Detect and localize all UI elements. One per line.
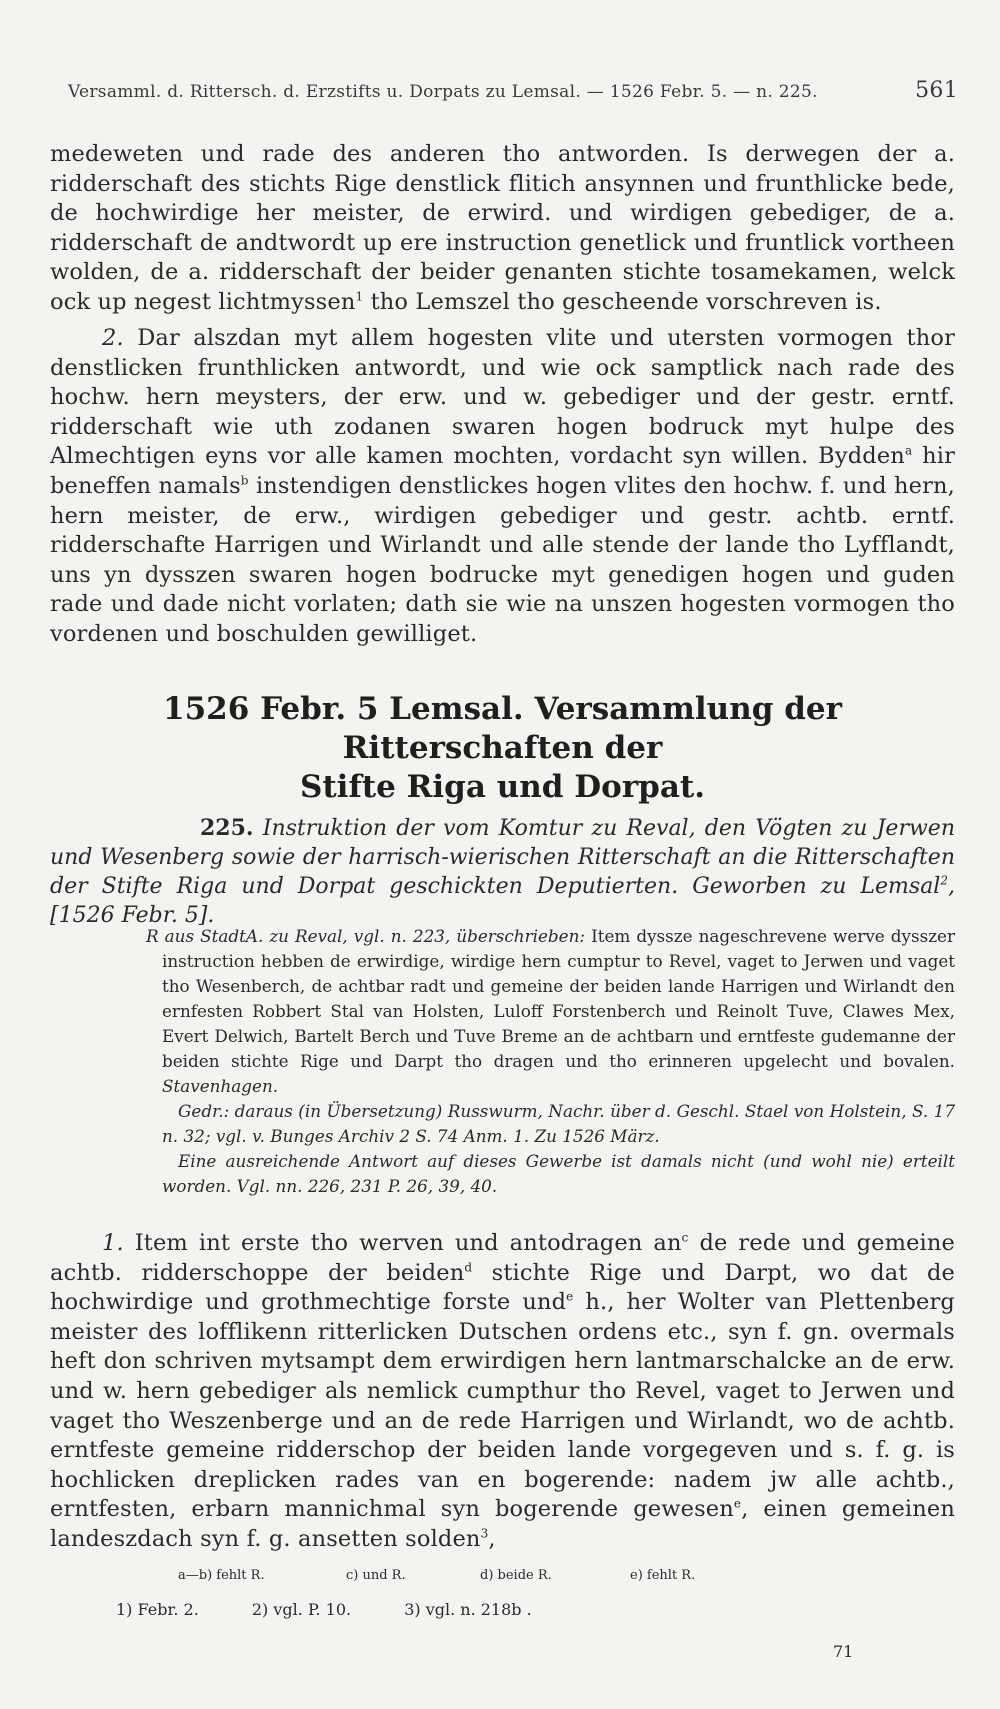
- document-number: 225.: [200, 815, 254, 841]
- paragraph-2: 2. Dar alszdan myt allem hogesten vlite und utersten vormogen thor denstlicken frunthlicken antwordt, und wie ock samptlick nach rade des hochw. hern meysters, der erw. und w. gebediger und der gestr. erntf. ridderschaft wie uth zodanen swaren hogen bodruck myt hulpe des Almechtigen eyns vor alle kamen mochten, vordacht syn willen. Bydden$^a$ hir beneffen namals$^b$ instendigen denstlickes hogen vlites den hochw. f. und hern, hern meister, de erw., wirdigen gebediger und gestr. achtb. erntf. ridderschafte Harrigen und Wirlandt und alle stende der lande tho Lyfflandt, uns yn dysszen swaren hogen bodrucke myt genedigen hogen und guden rade und dade nicht vorlaten; dath sie wie na unszen hogesten vormogen tho vordenen und boschulden gewilliget.: [50, 325, 955, 647]
- footnote-1: 1) Febr. 2.: [116, 1600, 199, 1619]
- section-heading: 1526 Febr. 5 Lemsal. Versammlung der Ritterschaften der Stifte Riga und Dorpat.: [163, 691, 842, 805]
- document-title: 225. Instruktion der vom Komtur zu Reval, den Vögten zu Jerwen und Wesenberg sowie der harrisch-wierischen Ritterschaft an die Ritterschaften der Stifte Riga und Dorpat geschickten Deputierten. Geworben zu Lemsal$^2$, [1526 Febr. 5].: [50, 815, 955, 928]
- article-1: 1. Item int erste tho werven und antodragen $an^c$ de rede und gemeine achtb. ridderschoppe der beiden$^d$ stichte Rige und Darpt, wo dat de hochwirdige und grothmechtige forste und$^e$ h., her Wolter van Plettenberg meister des lofflikenn ritterlicken Dutschen ordens etc., syn f. gn. overmals heft don schriven mytsampt dem erwirdigen hern lantmarschalcke an de erw. und w. hern gebediger als nemlick cumpthur tho Revel, vaget to Jerwen und vaget tho Weszenberge und an de rede Harrigen und Wirlandt, wo de achtb. erntfeste gemeine ridderschop der beiden lande vorgegeven und s. f. g. is hochlicken dreplicken rades van en bogerende: nadem jw alle achtb., erntfesten, erbarn mannichmal syn bogerende gewesen$^e$, einen gemeinen landeszdach syn f. g. ansetten solden$^3$,: [50, 1230, 955, 1552]
- signature-mark: 71: [833, 1642, 854, 1661]
- footnote-2: 2) vgl. P. 10.: [251, 1600, 352, 1619]
- footnote-3: 3) vgl. n. 218b .: [404, 1600, 532, 1619]
- running-title: Versamml. d. Rittersch. d. Erzstifts u. Dorpats zu Lemsal. — 1526 Febr. 5. — n. 225.: [68, 82, 818, 102]
- editorial-remark: Eine ausreichende Antwort auf dieses Gewerbe ist damals nicht (und wohl nie) erteilt worden. Vgl. nn. 226, 231 P. 26, 39, 40.: [162, 1151, 955, 1196]
- source-apparatus: R aus StadtA. zu Reval, vgl. n. 223, überschrieben: Item dyssze nageschrevene werve dysszer instruction hebben de erwirdige, wirdige hern cumptur to Revel, vaget to Jerwen und vaget tho Wesenberch, de achtbar radt und gemeine der beiden lande Harrigen und Wirlandt den ernfesten Robbert Stal van Holsten, Luloff Forstenberch und Reinolt Tuve, Clawes Mex, Evert Delwich, Bartelt Berch und Tuve Breme an de achtbarn und erntfeste gudemanne der beiden stichte Rige und Darpt tho dragen und tho erinneren upgelecht und bovalen. Stavenhagen. Gedr.: daraus (in Übersetzung) Russwurm, Nachr. über d. Geschl. Stael von Holstein, S. 17 n. 32; vgl. v. Bunges Archiv 2 S. 74 Anm. 1. Zu 1526 März. Eine ausreichende Antwort auf dieses Gewerbe ist damals nicht (und wohl nie) erteilt worden. Vgl. nn. 226, 231 P. 26, 39, 40.: [146, 926, 956, 1196]
- paragraph-continuation: medeweten und rade des anderen tho antworden. Is derwegen der a. ridderschaft des stichts Rige denstlick flitich ansynnen und frunthlicke bede, de hochwirdige her meister, de erwird. und wirdigen gebediger, de a. ridderschaft de andtwordt up ere instruction genetlick und fruntlick vortheen wolden, de a. ridderschaft der beider genanten stichte tosamekamen, welck ock up negest lichtmyssen$^1$ tho Lemszel tho gescheende vorschreven is.: [50, 141, 955, 315]
- footnotes: [116, 1600, 580, 1619]
- source-siglum: R aus StadtA. zu Reval, vgl. n. 223, überschrieben:: [146, 926, 586, 946]
- running-head: [68, 78, 958, 103]
- page-number: 561: [915, 78, 958, 103]
- printed-editions: Gedr.: daraus (in Übersetzung) Russwurm, Nachr. über d. Geschl. Stael von Holstein, S. 17 n. 32; vgl. v. Bunges Archiv 2 S. 74 Anm. 1. Zu 1526 März.: [162, 1101, 955, 1146]
